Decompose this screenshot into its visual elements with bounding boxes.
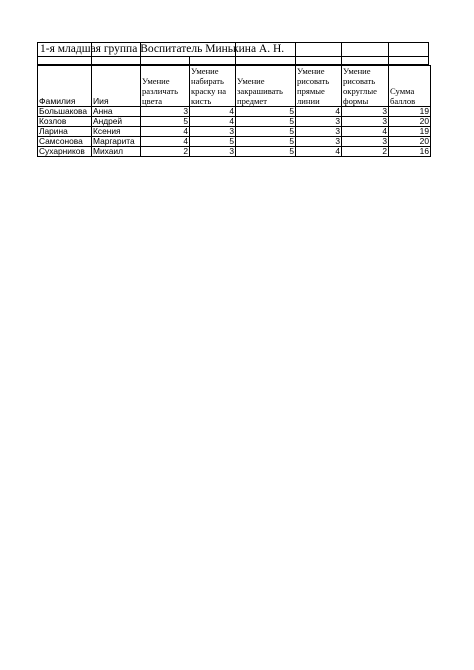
cell-score[interactable]: 4 (190, 117, 236, 127)
empty-cell[interactable] (341, 57, 389, 65)
cell-score[interactable]: 4 (296, 147, 342, 157)
cell-name[interactable]: Андрей (92, 117, 141, 127)
cell-name[interactable]: Анна (92, 107, 141, 117)
empty-cell[interactable] (295, 57, 342, 65)
cell-score[interactable]: 3 (296, 127, 342, 137)
results-table (37, 65, 431, 157)
empty-cell[interactable] (189, 57, 236, 65)
empty-cell[interactable] (235, 57, 296, 65)
empty-cell[interactable] (388, 57, 429, 65)
header-skill-paint[interactable]: Умение набирать краску на кисть (190, 66, 236, 107)
cell-surname[interactable]: Самсонова (38, 137, 92, 147)
empty-cell[interactable] (91, 57, 141, 65)
header-name[interactable]: Иия (92, 66, 141, 107)
table-row (38, 127, 431, 137)
cell-score[interactable]: 5 (236, 107, 296, 117)
cell-name[interactable]: Михаил (92, 147, 141, 157)
header-surname[interactable]: Фамилия (38, 66, 92, 107)
cell-score[interactable]: 2 (141, 147, 190, 157)
cell-total[interactable]: 20 (389, 117, 431, 127)
cell-score[interactable]: 5 (141, 117, 190, 127)
cell-score[interactable]: 3 (190, 147, 236, 157)
cell-surname[interactable]: Большакова (38, 107, 92, 117)
empty-cell[interactable] (140, 57, 190, 65)
cell-surname[interactable]: Козлов (38, 117, 92, 127)
header-row (38, 66, 431, 107)
cell-score[interactable]: 3 (296, 137, 342, 147)
cell-score[interactable]: 3 (342, 137, 389, 147)
cell-name[interactable]: Маргарита (92, 137, 141, 147)
cell-score[interactable]: 5 (236, 147, 296, 157)
cell-score[interactable]: 3 (296, 117, 342, 127)
empty-cell[interactable] (37, 57, 92, 65)
spacer-row (37, 57, 429, 65)
header-skill-shapes[interactable]: Умение рисовать округлые формы (342, 66, 389, 107)
title-cell[interactable] (388, 42, 429, 57)
cell-surname[interactable]: Сухарников (38, 147, 92, 157)
cell-score[interactable]: 4 (342, 127, 389, 137)
cell-score[interactable]: 4 (296, 107, 342, 117)
header-skill-fill[interactable]: Умение закрашивать предмет (236, 66, 296, 107)
title-cell[interactable] (295, 42, 342, 57)
title-cell[interactable] (341, 42, 389, 57)
cell-score[interactable]: 5 (190, 137, 236, 147)
table-row (38, 147, 431, 157)
cell-score[interactable]: 3 (342, 107, 389, 117)
cell-score[interactable]: 3 (190, 127, 236, 137)
table-row (38, 107, 431, 117)
header-total[interactable]: Сумма баллов (389, 66, 431, 107)
cell-total[interactable]: 20 (389, 137, 431, 147)
cell-total[interactable]: 19 (389, 107, 431, 117)
cell-score[interactable]: 2 (342, 147, 389, 157)
cell-score[interactable]: 4 (141, 137, 190, 147)
cell-score[interactable]: 3 (342, 117, 389, 127)
table-row (38, 137, 431, 147)
header-skill-lines[interactable]: Умение рисовать прямые линии (296, 66, 342, 107)
cell-score[interactable]: 5 (236, 137, 296, 147)
table-row (38, 117, 431, 127)
cell-score[interactable]: 4 (190, 107, 236, 117)
cell-surname[interactable]: Ларина (38, 127, 92, 137)
sheet-title: 1-я младшая группа Воспитатель Минькина А. Н. (40, 43, 285, 55)
cell-name[interactable]: Ксения (92, 127, 141, 137)
cell-total[interactable]: 16 (389, 147, 431, 157)
cell-score[interactable]: 5 (236, 117, 296, 127)
cell-score[interactable]: 5 (236, 127, 296, 137)
cell-score[interactable]: 4 (141, 127, 190, 137)
header-skill-colors[interactable]: Умение различать цвета (141, 66, 190, 107)
cell-score[interactable]: 3 (141, 107, 190, 117)
cell-total[interactable]: 19 (389, 127, 431, 137)
